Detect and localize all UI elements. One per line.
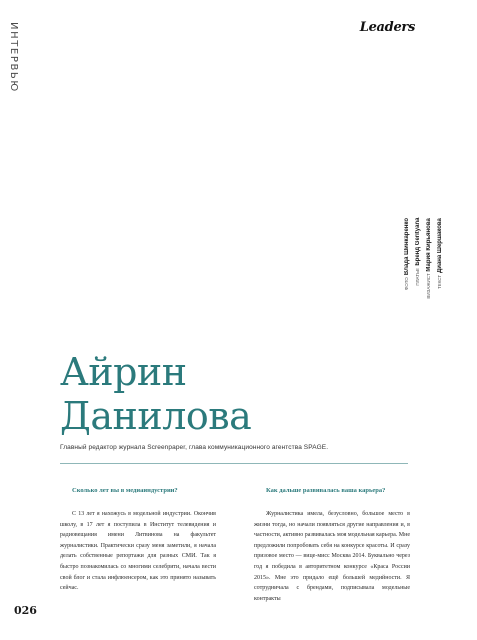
interview-answer: С 13 лет я нахожусь в модельной индустрии. Окончив школу, в 17 лет я поступила в Институт телевидения и радиовещания имени Литвинова на факультет журналистики. Практически сразу меня заметили, я начала делать собственные репортажи для разных СМИ. Так я быстро познакомилась со многими селебрити, начала вести свой блог и стала инфлюенсером, как это принято называть сейчас.	[60, 511, 216, 592]
interviewee-name	[60, 350, 251, 438]
section-label: ИНТЕРВЬЮ	[8, 22, 19, 93]
first-name: Айрин	[60, 350, 187, 394]
magazine-logo: Leaders	[359, 20, 415, 35]
credit-role: ПЛАТЬЕ	[415, 268, 420, 286]
interviewee-subtitle: Главный редактор журнала Screenpaper, глава коммуникационного агентства SPAGE.	[60, 444, 329, 451]
article-column-left	[60, 487, 216, 594]
interview-answer: Журналистика имела, безусловно, большое место в жизни тогда, но начали появляться другие направления и, в частности, активно развивалась моя модельная карьера. Мне предложили попробовать себя на конкурсе красоты. И сразу призовое место — вице-мисс Москва 2014. Буквально через год я победила в авторитетном конкурсе «Краса России 2015». Мне это придало ещё большей медийности. Я сотрудничала с брендами, подписывала модельные контракты	[254, 511, 410, 602]
credit-role: ФОТО	[404, 277, 409, 291]
interview-question: Как дальше развивалась ваша карьера?	[266, 487, 386, 494]
credit-name: Бренд Gerityana	[415, 218, 421, 267]
credit-makeup	[426, 218, 432, 299]
credit-name: Мария Кирьянова	[426, 218, 432, 272]
interview-question: Сколько лет вы в медиаиндустрии?	[72, 487, 178, 494]
article-column-right	[254, 487, 410, 604]
credit-role: ТЕКСТ	[437, 274, 442, 290]
last-name: Данилова	[60, 394, 252, 438]
credit-name: Диана Шершакова	[437, 218, 443, 273]
photo-credits	[404, 218, 444, 443]
divider	[60, 463, 408, 464]
credit-text	[437, 218, 443, 289]
credit-name: Влада Шинкаренко	[404, 218, 410, 276]
page-number: 026	[14, 604, 37, 617]
credit-dress	[415, 218, 421, 286]
credit-role: ВИЗАЖИСТ	[426, 273, 431, 299]
credit-photo	[404, 218, 410, 290]
